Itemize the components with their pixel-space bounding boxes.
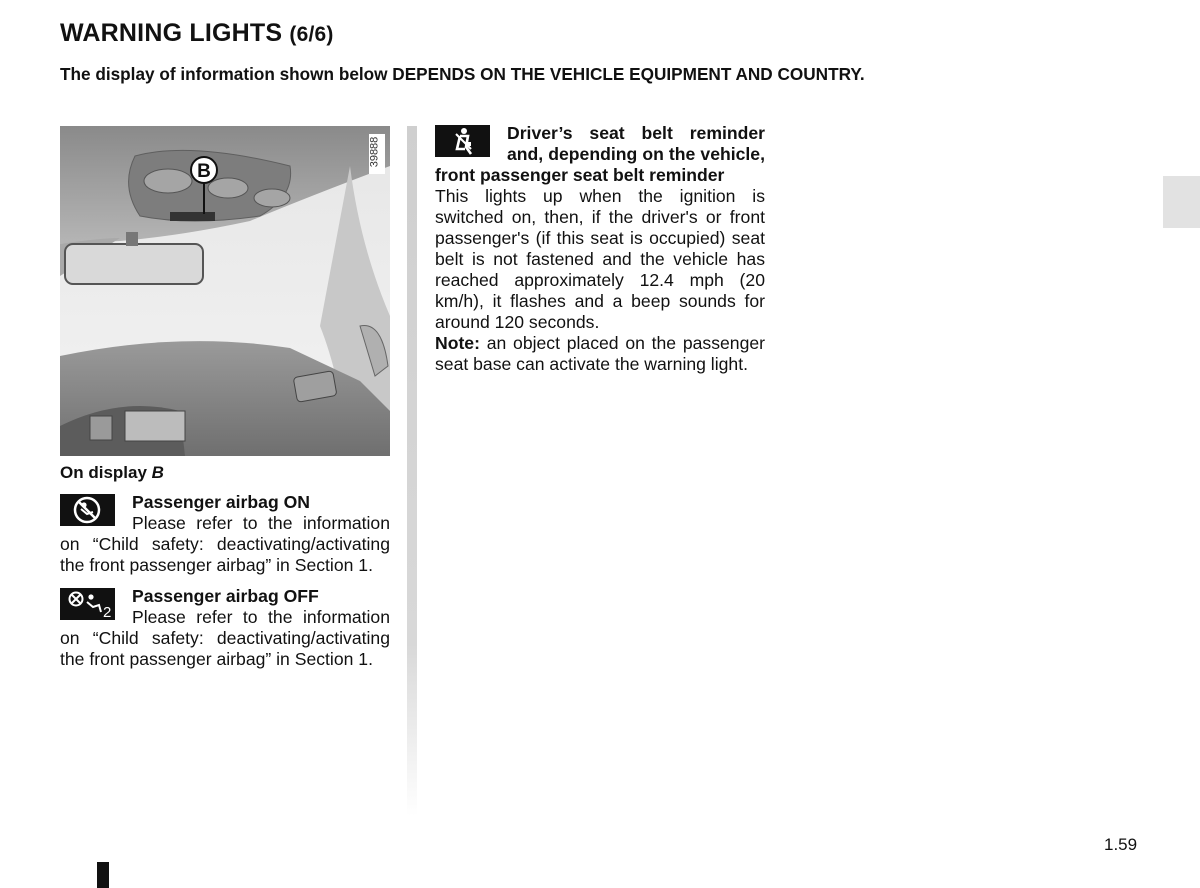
figure-caption [60,463,164,483]
seat-belt-note [435,333,765,375]
passenger-airbag-off-icon [60,588,115,620]
page-title [60,19,334,48]
page-number: 1.59 [1104,835,1138,854]
passenger-airbag-on-icon [60,494,115,526]
caption-prefix: On display [60,463,152,482]
svg-text:2: 2 [103,604,112,620]
note-label: Note: [435,333,480,353]
airbag-off-body: Please refer to the information on “Child safety: deactivating/activating the front passenger airbag” in Section 1. [60,607,390,669]
caption-ref: B [151,463,164,482]
interior-photo [60,126,390,456]
note-text: an object placed on the passenger seat base can activate the warning light. [435,333,765,374]
display-b-label: B [197,161,211,182]
page-subtitle: The display of information shown below DEPENDS ON THE VEHICLE EQUIPMENT AND COUNTRY. [60,64,865,84]
column-divider [407,126,417,816]
title-text: WARNING LIGHTS [60,19,283,47]
seat-belt-reminder-entry [435,123,765,375]
airbag-off-entry [60,586,390,670]
figure-code-text: 39888 [368,136,381,168]
airbag-on-heading: Passenger airbag ON [132,492,310,512]
seat-belt-body: This lights up when the ignition is switched on, then, if the driver's or front passenger's (if this seat is occupied) seat belt is not fastened and the vehicle has reached approximately 12.4 mph (20 km/h), it flashes and a beep sounds for around 120 seconds. [435,186,765,332]
crop-mark [97,862,109,888]
section-tab [1163,176,1200,228]
airbag-off-heading: Passenger airbag OFF [132,586,319,606]
seat-belt-heading: Driver’s seat belt reminder and, depending on the vehicle, front passenger seat belt reminder [435,123,765,185]
seat-belt-reminder-icon [435,125,490,157]
airbag-on-body: Please refer to the information on “Child safety: deactivating/activating the front passenger airbag” in Section 1. [60,513,390,575]
airbag-on-entry [60,492,390,576]
overhead-console-illustration [60,126,390,456]
title-page-indicator: (6/6) [289,23,334,46]
figure-code [369,134,385,174]
